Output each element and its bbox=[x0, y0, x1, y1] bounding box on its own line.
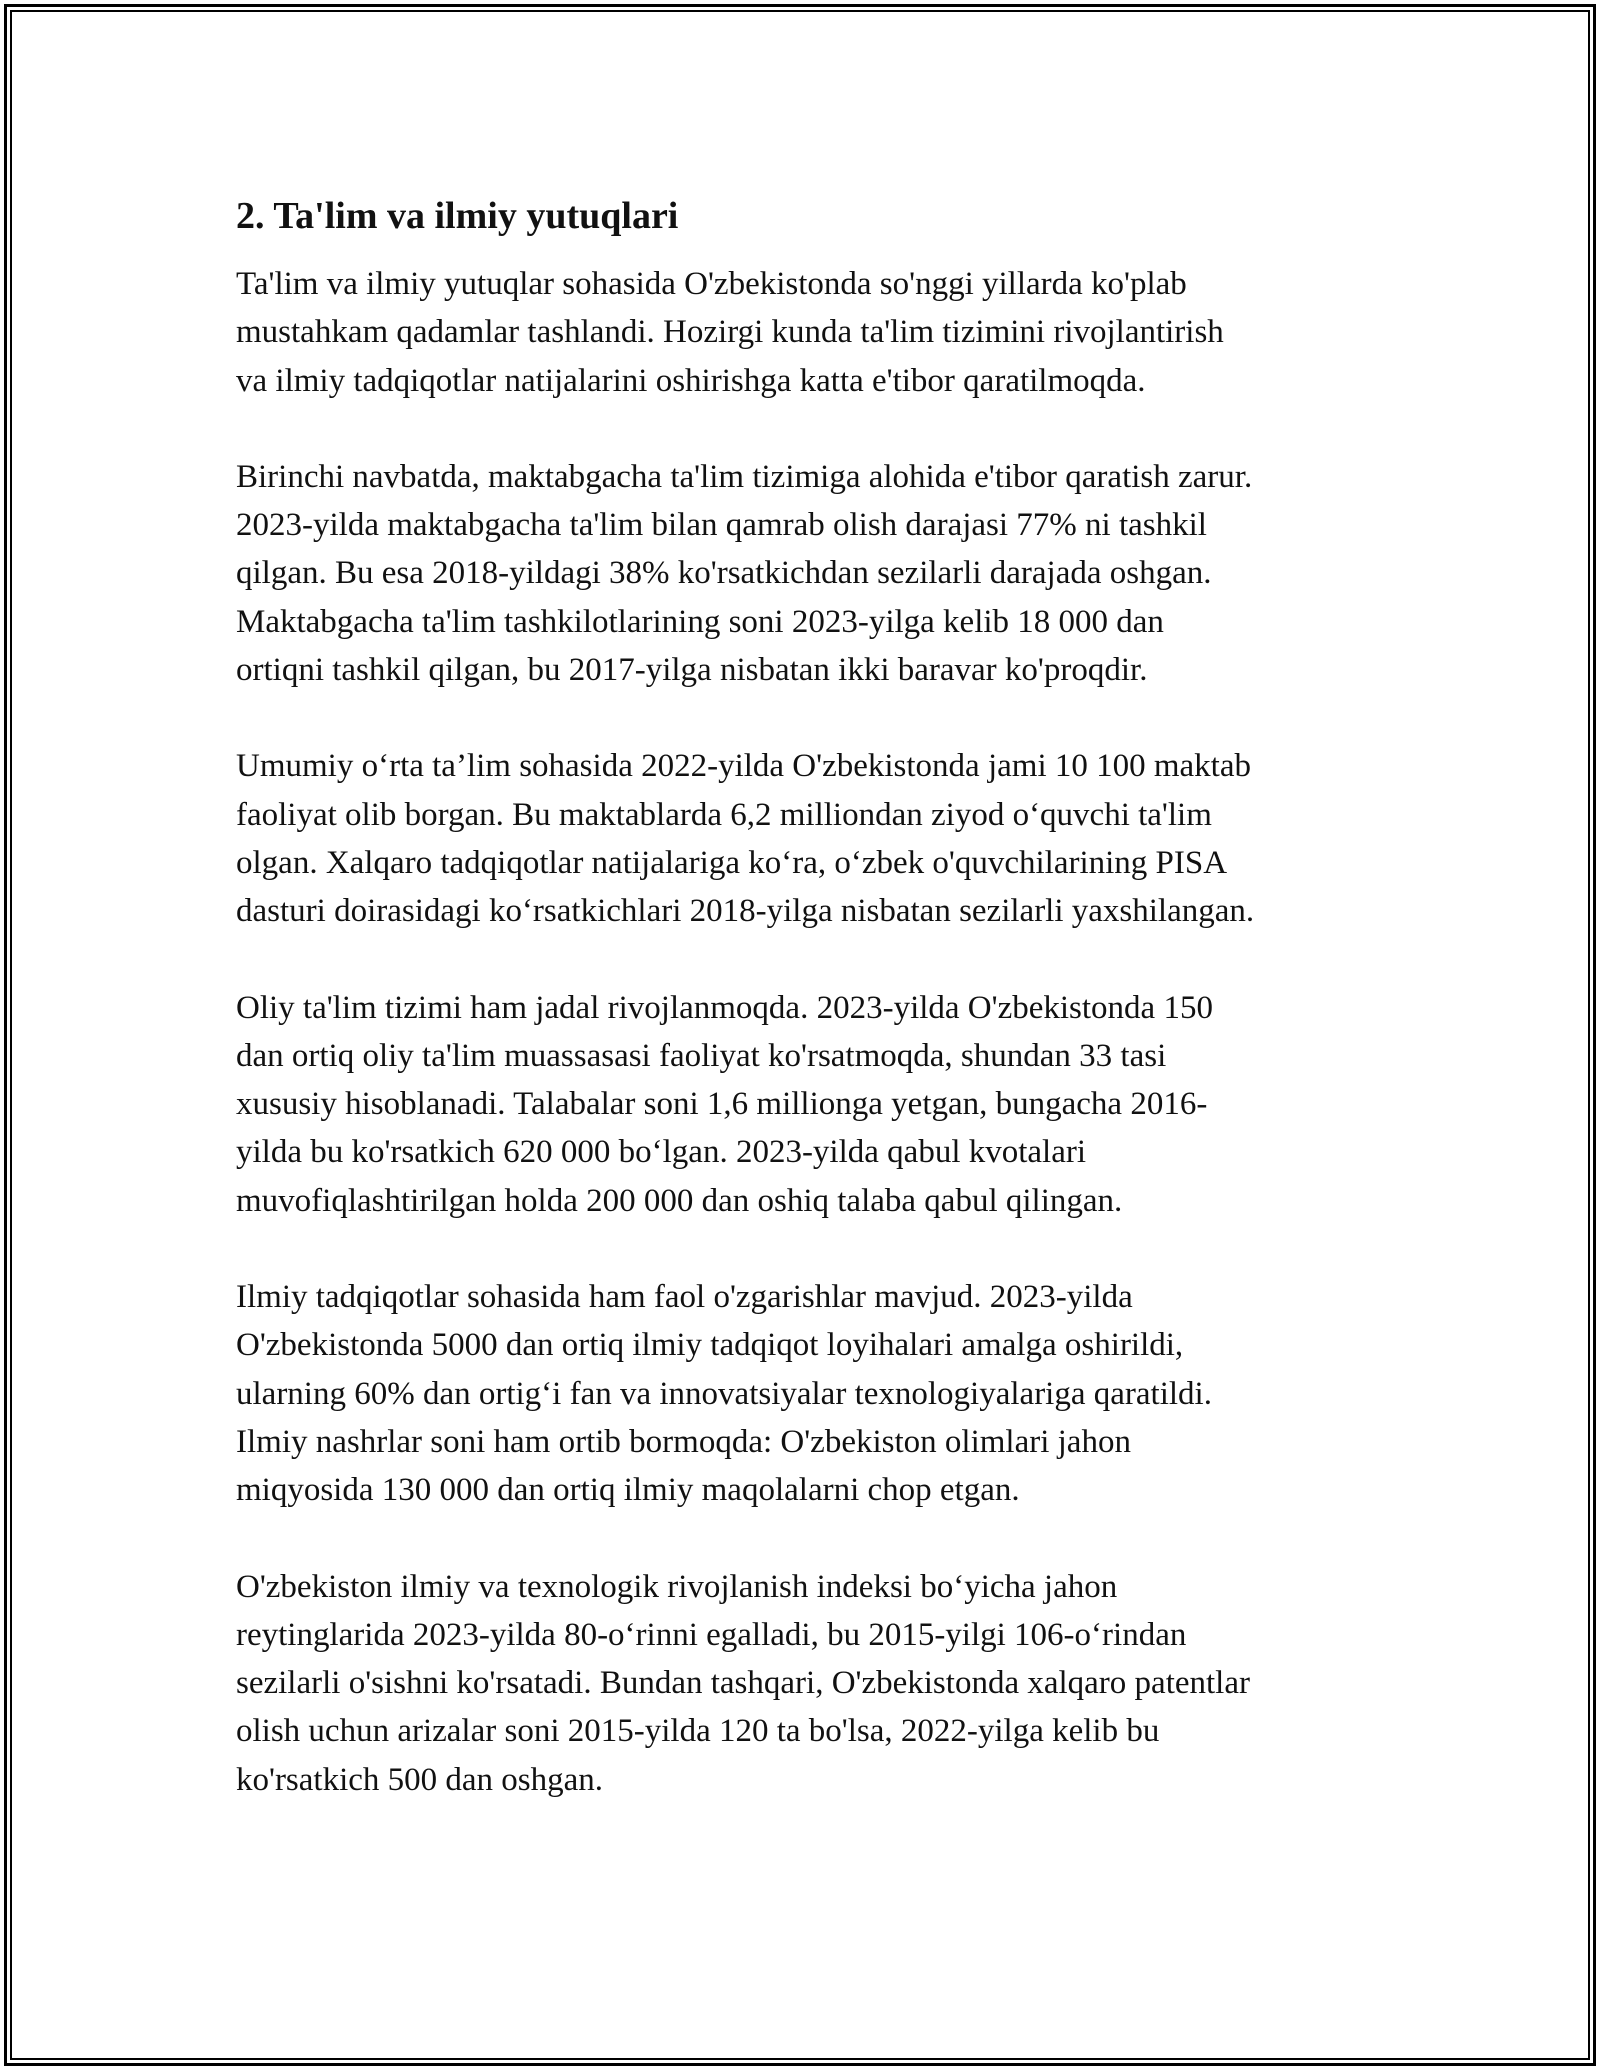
text-line: olish uchun arizalar soni 2015-yilda 120 ta bo'lsa, 2022-yilga kelib bu bbox=[236, 1713, 1160, 1750]
text-line: dasturi doirasidagi ko‘rsatkichlari 2018-yilga nisbatan sezilarli yaxshilangan. bbox=[236, 893, 1255, 930]
text-line: reytinglarida 2023-yilda 80-o‘rinni egalladi, bu 2015-yilgi 106-o‘rindan bbox=[236, 1616, 1187, 1653]
paragraph-secondary-education bbox=[236, 742, 1376, 935]
text-line: xususiy hisoblanadi. Talabalar soni 1,6 millionga yetgan, bungacha 2016- bbox=[236, 1086, 1208, 1123]
paragraph-higher-education bbox=[236, 984, 1376, 1225]
text-line: olgan. Xalqaro tadqiqotlar natijalariga ko‘ra, o‘zbek o'quvchilarining PISA bbox=[236, 844, 1228, 881]
text-line: Ilmiy nashrlar soni ham ortib bormoqda: O'zbekiston olimlari jahon bbox=[236, 1423, 1131, 1460]
section-heading: 2. Ta'lim va ilmiy yutuqlari bbox=[236, 195, 679, 237]
text-line: ularning 60% dan ortig‘i fan va innovatsiyalar texnologiyalariga qaratildi. bbox=[236, 1375, 1212, 1412]
text-line: sezilarli o'sishni ko'rsatadi. Bundan tashqari, O'zbekistonda xalqaro patentlar bbox=[236, 1665, 1250, 1702]
text-line: mustahkam qadamlar tashlandi. Hozirgi kunda ta'lim tizimini rivojlantirish bbox=[236, 314, 1224, 351]
text-line: Oliy ta'lim tizimi ham jadal rivojlanmoqda. 2023-yilda O'zbekistonda 150 bbox=[236, 989, 1213, 1026]
text-line: Umumiy o‘rta ta’lim sohasida 2022-yilda O'zbekistonda jami 10 100 maktab bbox=[236, 748, 1251, 785]
text-line: dan ortiq oliy ta'lim muassasasi faoliyat ko'rsatmoqda, shundan 33 tasi bbox=[236, 1037, 1167, 1074]
document-body bbox=[236, 190, 1376, 1852]
text-line: faoliyat olib borgan. Bu maktablarda 6,2 milliondan ziyod o‘quvchi ta'lim bbox=[236, 796, 1212, 833]
text-line: ko'rsatkich 500 dan oshgan. bbox=[236, 1761, 604, 1798]
text-line: va ilmiy tadqiqotlar natijalarini oshirishga katta e'tibor qaratilmoqda. bbox=[236, 362, 1146, 399]
text-line: qilgan. Bu esa 2018-yildagi 38% ko'rsatkichdan sezilarli darajada oshgan. bbox=[236, 555, 1212, 592]
paragraph-innovation-index bbox=[236, 1563, 1376, 1804]
paragraph-preschool bbox=[236, 453, 1376, 694]
text-line: Ilmiy tadqiqotlar sohasida ham faol o'zgarishlar mavjud. 2023-yilda bbox=[236, 1279, 1133, 1316]
text-line: yilda bu ko'rsatkich 620 000 bo‘lgan. 2023-yilda qabul kvotalari bbox=[236, 1134, 1087, 1171]
paragraph-research bbox=[236, 1273, 1376, 1514]
text-line: Birinchi navbatda, maktabgacha ta'lim tizimiga alohida e'tibor qaratish zarur. bbox=[236, 458, 1253, 495]
text-line: miqyosida 130 000 dan ortiq ilmiy maqolalarni chop etgan. bbox=[236, 1472, 1020, 1509]
text-line: O'zbekistonda 5000 dan ortiq ilmiy tadqiqot loyihalari amalga oshirildi, bbox=[236, 1327, 1184, 1364]
text-line: Ta'lim va ilmiy yutuqlar sohasida O'zbekistonda so'nggi yillarda ko'plab bbox=[236, 266, 1187, 302]
text-line: muvofiqlashtirilgan holda 200 000 dan oshiq talaba qabul qilingan. bbox=[236, 1182, 1123, 1219]
text-line: ortiqni tashkil qilgan, bu 2017-yilga nisbatan ikki baravar ko'proqdir. bbox=[236, 652, 1148, 689]
text-line: O'zbekiston ilmiy va texnologik rivojlanish indeksi bo‘yicha jahon bbox=[236, 1568, 1118, 1605]
paragraph-intro bbox=[236, 260, 1376, 405]
text-line: Maktabgacha ta'lim tashkilotlarining soni 2023-yilga kelib 18 000 dan bbox=[236, 603, 1164, 640]
text-line: 2023-yilda maktabgacha ta'lim bilan qamrab olish darajasi 77% ni tashkil bbox=[236, 507, 1207, 544]
